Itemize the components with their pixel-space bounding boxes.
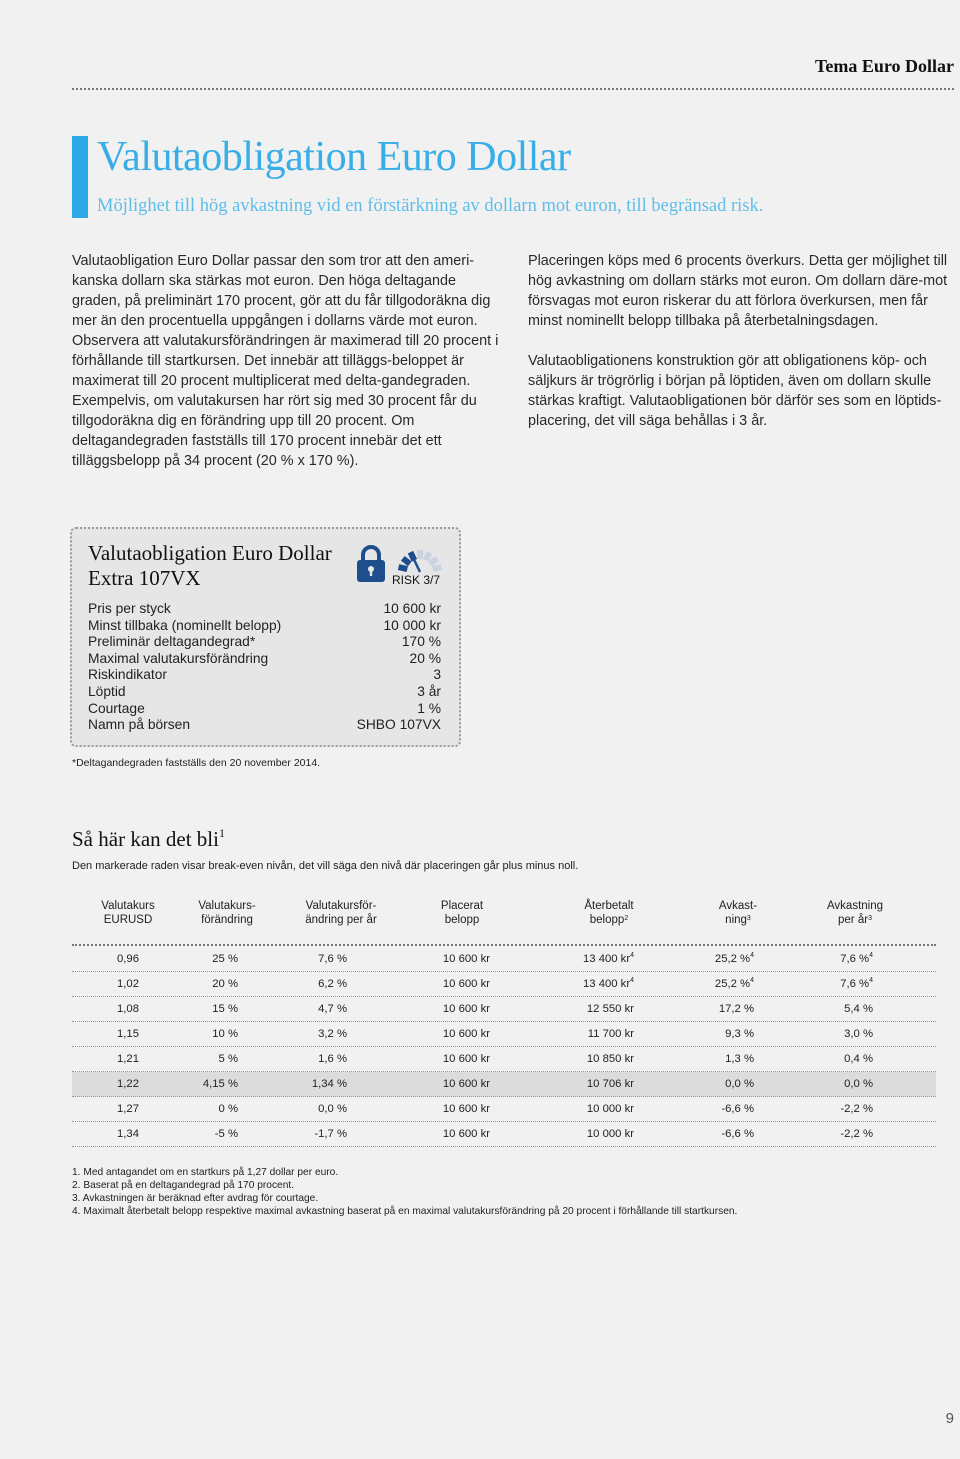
product-title	[88, 541, 332, 591]
table-cell	[117, 978, 139, 990]
product-fact-label: Courtage	[88, 700, 145, 716]
body-right-paragraph: Placeringen köps med 6 procents överkurs. Detta ger möjlighet till hög avkastning om dollarn stärks mot euron. Om dollarn däre-mot försvagas mot euron riskerar du att förlora överkursen, men får minst nominellt belopp tillbaka på återbetalningsdagen.	[528, 253, 948, 329]
table-column-header	[678, 899, 798, 927]
table-column-header-line: Valutakursför-	[305, 900, 377, 912]
deltagandegrad-footnote: *Deltagandegraden fastställs den 20 november 2014.	[72, 757, 321, 769]
table-column-header	[795, 899, 915, 927]
table-cell	[318, 1003, 347, 1015]
product-fact-label: Minst tillbaka (nominellt belopp)	[88, 617, 282, 633]
risk-gauge-segment	[399, 567, 408, 569]
table-cell-value: 1,02	[117, 978, 139, 990]
table-cell-value: -5 %	[214, 1128, 238, 1140]
risk-gauge-segment	[433, 567, 442, 569]
table-cell	[443, 978, 490, 990]
table-cell-value: 20 %	[212, 978, 238, 990]
risk-gauge-segment	[403, 558, 410, 564]
title-accent-bar	[72, 136, 88, 218]
table-cell-value: 10 706 kr	[586, 1078, 634, 1090]
table-cell	[117, 1103, 139, 1115]
table-cell-value: 9,3 %	[725, 1028, 754, 1040]
table-cell	[117, 1078, 139, 1090]
table-column-header-line: ning$^3$	[725, 914, 751, 926]
table-cell	[443, 1103, 490, 1115]
product-fact-value: 3 år	[417, 683, 441, 699]
header-divider	[72, 88, 954, 90]
table-cell	[212, 1028, 238, 1040]
table-cell	[117, 1028, 139, 1040]
table-cell	[583, 978, 634, 990]
table-column-header-line: förändring	[201, 914, 253, 926]
table-cell	[844, 1053, 873, 1065]
body-left-paragraph: Valutaobligation Euro Dollar passar den som tror att den ameri-kanska dollarn ska stärkas mot euron. Den höga deltagande graden, på preliminärt 170 procent, gör att du får tillgodoräkna dig mer än den procentuella uppgången i dollarns värde mot euron. Observera att valutakursförändringen är maximerad till 20 procent i förhållande till startkursen. Det innebär att tilläggs-beloppet är maximerat till 20 procent multiplicerat med delta-gandegraden. Exempelvis, om valutakursen har rört sig med 30 procent får du tillgodoräkna dig en förändring upp till 20 procent. Om deltagandegraden fastställs till 170 procent innebär det ett tilläggsbelopp på 34 procent (20 % x 170 %).	[72, 253, 499, 469]
table-cell-value: 0,4 %	[844, 1053, 873, 1065]
risk-gauge-segment	[426, 552, 430, 560]
scenario-table-header	[72, 899, 936, 935]
footnote-ref: 3	[746, 915, 751, 922]
table-cell	[588, 1028, 634, 1040]
table-cell	[318, 978, 347, 990]
table-cell	[583, 953, 634, 965]
scenario-title-footnote-ref: 1	[218, 826, 225, 840]
table-cell-value: 10 600 kr	[442, 978, 490, 990]
lock-icon	[355, 544, 387, 584]
product-fact-label: Pris per styck	[88, 601, 171, 616]
product-title-line1: Valutaobligation Euro Dollar	[88, 541, 332, 565]
footnote-ref: 4	[869, 952, 873, 959]
page-number: 9	[945, 1410, 954, 1427]
table-cell-value: 4,15 %	[202, 1078, 238, 1090]
product-fact-row	[88, 684, 441, 701]
product-facts-list	[88, 601, 441, 734]
table-cell	[318, 1053, 347, 1065]
table-cell-value: 10 850 kr	[586, 1053, 634, 1065]
table-cell	[840, 1103, 873, 1115]
product-fact-value: 3	[433, 667, 441, 683]
table-cell	[117, 1128, 139, 1140]
table-row	[72, 1122, 936, 1147]
table-column-header-line: Valutakurs	[101, 900, 155, 912]
table-cell-value: 10 600 kr	[442, 1078, 490, 1090]
table-cell	[715, 978, 754, 990]
table-cell-value: 10 000 kr	[586, 1103, 634, 1115]
table-cell	[587, 1078, 634, 1090]
table-cell-value: 25 %	[212, 953, 238, 965]
table-cell-value: 3,0 %	[844, 1028, 873, 1040]
table-cell-value: 1,27	[117, 1103, 139, 1115]
table-cell	[318, 1103, 347, 1115]
table-cell-value: 1,22	[117, 1078, 139, 1090]
product-fact-value: 170 %	[401, 634, 441, 650]
product-fact-value: 10 000 kr	[383, 617, 441, 633]
table-cell-value: -6,6 %	[721, 1128, 754, 1140]
table-cell-value: 10 600 kr	[442, 1053, 490, 1065]
table-cell-value: -2,2 %	[840, 1128, 873, 1140]
product-fact-row	[88, 717, 441, 734]
table-cell	[443, 1128, 490, 1140]
table-column-header-line: per $år^3$	[838, 914, 872, 926]
body-left-column	[72, 251, 508, 471]
table-cell-value: 1,15	[117, 1028, 139, 1040]
table-cell	[212, 953, 238, 965]
table-cell	[314, 1128, 347, 1140]
table-cell-value: 1,21	[117, 1053, 139, 1065]
table-column-header	[402, 899, 522, 927]
table-cell-value: -1,7 %	[314, 1128, 347, 1140]
table-cell	[443, 1028, 490, 1040]
table-cell	[215, 1128, 238, 1140]
table-cell	[318, 953, 347, 965]
table-row	[72, 1097, 936, 1122]
footnote-item: 3. Avkastningen är beräknad efter avdrag för courtage.	[72, 1193, 319, 1204]
table-cell-value: 7,6 %	[840, 953, 870, 965]
footnote-ref: 2	[624, 915, 629, 922]
product-fact-label: Namn på börsen	[88, 717, 191, 733]
table-cell	[443, 1053, 490, 1065]
body-right-paragraph: Valutaobligationens konstruktion gör att obligationens köp- och säljkurs är trögrörlig i början på löptiden, även om dollarn skulle stärkas kraftigt. Valutaobligationen bör därför ses som en löptids-placering, det vill säga behållas i 3 år.	[528, 353, 942, 429]
table-cell	[840, 978, 873, 990]
product-title-line2: Extra 107VX	[88, 566, 201, 590]
table-cell-value: 25,2 %	[714, 978, 751, 990]
body-right-column	[528, 251, 958, 431]
table-cell	[844, 1028, 873, 1040]
table-cell	[587, 1103, 634, 1115]
table-column-header-line: EURUSD	[103, 914, 153, 926]
table-column-header-line: Placerat	[440, 900, 484, 912]
table-cell-value: -6,6 %	[721, 1103, 754, 1115]
table-cell	[844, 1003, 873, 1015]
risk-gauge-icon	[395, 541, 445, 575]
product-fact-row	[88, 667, 441, 684]
table-row	[72, 972, 936, 997]
table-column-header-line: Avkastning	[826, 900, 884, 912]
page-subtitle: Möjlighet till hög avkastning vid en förstärkning av dollarn mot euron, till begränsad risk.	[97, 196, 764, 216]
table-cell-value: 7,6 %	[840, 978, 870, 990]
table-cell-value: 13 400 kr	[582, 978, 631, 990]
table-cell	[719, 1003, 754, 1015]
table-column-header-line: ändring per år	[305, 914, 377, 926]
table-column-header	[281, 899, 401, 927]
table-cell-value: 0,0 %	[318, 1103, 347, 1115]
footnote-item: 1. Med antagandet om en startkurs på 1,27 dollar per euro.	[72, 1167, 339, 1178]
risk-gauge-segment	[410, 552, 414, 560]
table-cell-value: 4,7 %	[318, 1003, 347, 1015]
product-fact-label: Maximal valutakursförändring	[88, 650, 269, 666]
table-cell	[443, 953, 490, 965]
footnote-ref: 4	[869, 977, 873, 984]
product-fact-value: 1 %	[417, 700, 441, 716]
table-cell-value: 0,96	[117, 953, 139, 965]
product-fact-row	[88, 701, 441, 718]
table-cell	[587, 1128, 634, 1140]
table-cell	[725, 1078, 754, 1090]
table-cell-value: 13 400 kr	[582, 953, 631, 965]
footnote-ref: 4	[750, 952, 754, 959]
table-cell	[840, 953, 873, 965]
table-column-header-line: Återbetalt	[584, 900, 634, 912]
risk-label: RISK 3/7	[392, 573, 441, 587]
table-cell-value: -2,2 %	[840, 1103, 873, 1115]
risk-gauge-segment	[430, 558, 437, 564]
table-cell-value: 10 %	[212, 1028, 238, 1040]
table-cell-value: 1,34	[117, 1128, 139, 1140]
table-cell-value: 15 %	[212, 1003, 238, 1015]
table-cell	[725, 1028, 754, 1040]
table-cell-value: 10 600 kr	[442, 953, 490, 965]
table-cell	[312, 1078, 347, 1090]
table-cell-value: 1,6 %	[318, 1053, 347, 1065]
product-fact-value: SHBO 107VX	[356, 717, 441, 733]
scenario-table-header-divider	[72, 944, 936, 946]
table-cell	[443, 1078, 490, 1090]
table-cell-value: 0,0 %	[725, 1078, 754, 1090]
table-cell	[219, 1053, 238, 1065]
product-fact-label: Löptid	[88, 683, 126, 699]
scenario-title	[72, 827, 225, 852]
table-cell	[117, 953, 139, 965]
product-fact-label: Preliminär deltagandegrad*	[88, 634, 256, 650]
table-cell	[219, 1103, 238, 1115]
scenario-title-text: Så här kan det bli	[72, 827, 219, 851]
table-cell-value: 6,2 %	[318, 978, 347, 990]
table-cell-value: 7,6 %	[318, 953, 347, 965]
table-cell	[318, 1028, 347, 1040]
table-cell	[840, 1128, 873, 1140]
table-row	[72, 947, 936, 972]
product-info-box	[70, 527, 461, 747]
table-cell-value: 10 600 kr	[442, 1003, 490, 1015]
table-cell-value: 0,0 %	[844, 1078, 873, 1090]
table-cell	[587, 1053, 634, 1065]
table-column-header-line: Valutakurs-	[198, 900, 256, 912]
table-cell-value: 11 700 kr	[587, 1028, 634, 1040]
footnote-item: 2. Baserat på en deltagandegrad på 170 procent.	[72, 1180, 295, 1191]
table-cell	[212, 978, 238, 990]
table-cell-value: 10 600 kr	[442, 1128, 490, 1140]
footnote-ref: 4	[630, 977, 634, 984]
table-cell-value: 1,34 %	[311, 1078, 347, 1090]
product-fact-row	[88, 634, 441, 651]
risk-gauge-needle	[414, 559, 420, 572]
table-cell	[715, 953, 754, 965]
footnote-ref: 4	[630, 952, 634, 959]
table-cell	[725, 1053, 754, 1065]
table-cell-value: 3,2 %	[318, 1028, 347, 1040]
header-tag: Tema Euro Dollar	[814, 56, 954, 76]
table-cell	[443, 1003, 490, 1015]
table-cell-value: 5,4 %	[844, 1003, 873, 1015]
scenario-description: Den markerade raden visar break-even nivån, det vill säga den nivå där placeringen går plus minus noll.	[72, 860, 579, 872]
table-column-header	[167, 899, 287, 927]
table-cell-value: 10 000 kr	[586, 1128, 634, 1140]
product-fact-value: 20 %	[409, 650, 441, 666]
table-cell-value: 10 600 kr	[442, 1103, 490, 1115]
table-cell-value: 10 600 kr	[442, 1028, 490, 1040]
table-column-header-line: belopp$^2$	[589, 914, 629, 926]
table-cell	[212, 1003, 238, 1015]
table-column-header-line: Avkast-	[718, 900, 758, 912]
product-fact-label: Riskindikator	[88, 667, 167, 683]
footnote-ref: 3	[868, 915, 872, 922]
table-column-header	[549, 899, 669, 927]
table-row-break-even	[72, 1072, 936, 1097]
footnotes	[72, 1166, 737, 1218]
table-cell-value: 17,2 %	[718, 1003, 754, 1015]
table-row	[72, 997, 936, 1022]
table-cell	[721, 1103, 754, 1115]
table-cell	[721, 1128, 754, 1140]
product-fact-row	[88, 601, 441, 618]
table-cell-value: 0 %	[218, 1103, 238, 1115]
table-cell	[587, 1003, 634, 1015]
footnote-ref: 4	[750, 977, 754, 984]
table-cell-value: 1,08	[117, 1003, 139, 1015]
table-cell	[117, 1003, 139, 1015]
table-row	[72, 1047, 936, 1072]
table-cell	[203, 1078, 238, 1090]
product-fact-row	[88, 651, 441, 668]
table-cell-value: 25,2 %	[714, 953, 751, 965]
product-fact-value: 10 600 kr	[383, 601, 441, 616]
scenario-table-body	[72, 947, 936, 1147]
table-row	[72, 1022, 936, 1047]
table-cell	[117, 1053, 139, 1065]
footnote-item: 4. Maximalt återbetalt belopp respektive maximal avkastning baserat på en maximal valutakursförändring på 20 procent i förhållande till startkursen.	[72, 1206, 738, 1217]
table-cell	[844, 1078, 873, 1090]
table-cell-value: 12 550 kr	[586, 1003, 634, 1015]
table-cell-value: 5 %	[218, 1053, 238, 1065]
table-column-header-line: belopp	[444, 914, 480, 926]
table-cell-value: 1,3 %	[725, 1053, 754, 1065]
page-title: Valutaobligation Euro Dollar	[97, 134, 571, 180]
product-fact-row	[88, 618, 441, 635]
